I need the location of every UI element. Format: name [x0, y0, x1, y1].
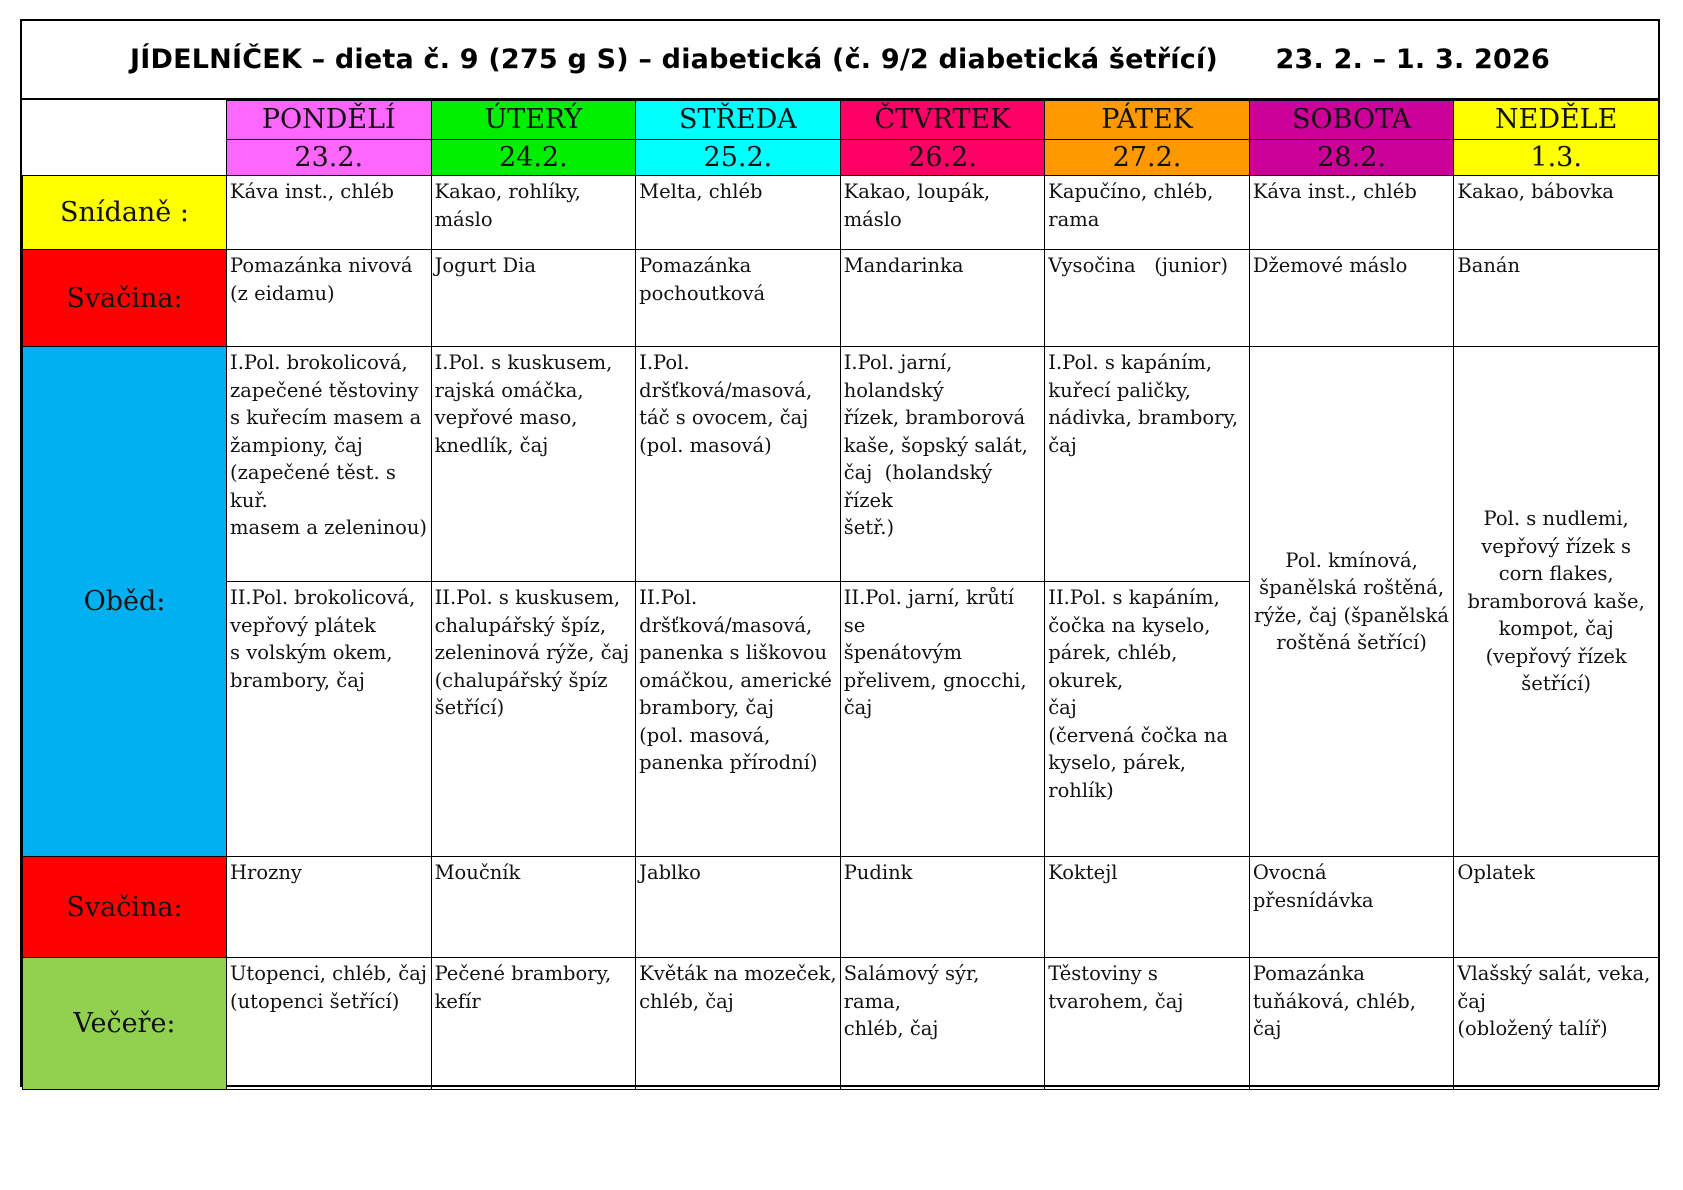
- snack-afternoon-cell: [840, 857, 1045, 958]
- dinner-text-wednesday: Květák na mozeček, chléb, čaj: [639, 962, 837, 1013]
- lunch-second-cell: [636, 582, 841, 857]
- snack-afternoon-cell: [1454, 857, 1659, 958]
- snack-morning-text-wednesday: Pomazánka pochoutková: [639, 254, 766, 305]
- snack-morning-text-sunday: Banán: [1457, 254, 1521, 277]
- lunch-first-text-wednesday: I.Pol. dršťková/masová, táč s ovocem, čaj (pol. masová): [639, 351, 813, 457]
- lunch-first-cell: [227, 347, 432, 582]
- snack-afternoon-text-thursday: Pudink: [843, 861, 913, 884]
- snack-morning-text-thursday: Mandarinka: [843, 254, 964, 277]
- day-date-friday: 27.2.: [1045, 140, 1250, 176]
- menu-title: [22, 21, 1658, 100]
- snack-morning-text-monday: Pomazánka nivová (z eidamu): [230, 254, 413, 305]
- day-name-friday: PÁTEK: [1045, 101, 1250, 140]
- snack-afternoon-cell: [431, 857, 636, 958]
- breakfast-text-tuesday: Kakao, rohlíky, máslo: [434, 180, 588, 231]
- day-date-wednesday: 25.2.: [636, 140, 841, 176]
- lunch-second-cell: [227, 582, 432, 857]
- breakfast-cell: [1045, 176, 1250, 250]
- breakfast-text-sunday: Kakao, bábovka: [1457, 180, 1614, 203]
- day-date-saturday: 28.2.: [1249, 140, 1454, 176]
- lunch-second-text-monday: II.Pol. brokolicová, vepřový plátek s volským okem, brambory, čaj: [230, 586, 416, 692]
- snack-morning-cell: [1045, 250, 1250, 347]
- meal-label-dinner: Večeře:: [23, 958, 227, 1090]
- day-name-sunday: NEDĚLE: [1454, 101, 1659, 140]
- snack-afternoon-cell: [1249, 857, 1454, 958]
- snack-morning-text-tuesday: Jogurt Dia: [434, 254, 537, 277]
- breakfast-cell: [431, 176, 636, 250]
- lunch-second-text-thursday: II.Pol. jarní, krůtí se špenátovým přelivem, gnocchi, čaj: [843, 586, 1027, 719]
- title-dates: 23. 2. – 1. 3. 2026: [1275, 44, 1550, 75]
- dinner-text-friday: Těstoviny s tvarohem, čaj: [1048, 962, 1184, 1013]
- snack-morning-cell: [840, 250, 1045, 347]
- lunch-text-sunday: Pol. s nudlemi, vepřový řízek s corn flakes, bramborová kaše, kompot, čaj (vepřový řízek šetřící): [1467, 507, 1645, 696]
- day-date-sunday: 1.3.: [1454, 140, 1659, 176]
- dinner-cell: [431, 958, 636, 1090]
- dinner-cell: [1249, 958, 1454, 1090]
- day-name-tuesday: ÚTERÝ: [431, 101, 636, 140]
- dinner-cell: [636, 958, 841, 1090]
- snack-afternoon-text-monday: Hrozny: [230, 861, 302, 884]
- breakfast-text-friday: Kapučíno, chléb, rama: [1048, 180, 1214, 231]
- day-date-tuesday: 24.2.: [431, 140, 636, 176]
- meal-label-lunch: Oběd:: [23, 347, 227, 857]
- day-name-thursday: ČTVRTEK: [840, 101, 1045, 140]
- snack-morning-cell: [1454, 250, 1659, 347]
- lunch-first-text-friday: I.Pol. s kapáním, kuřecí paličky, nádivka, brambory, čaj: [1048, 351, 1239, 457]
- snack-afternoon-cell: [227, 857, 432, 958]
- breakfast-cell: [1249, 176, 1454, 250]
- lunch-second-text-tuesday: II.Pol. s kuskusem, chalupářský špíz, zeleninová rýže, čaj (chalupářský špíz šetřící): [434, 586, 630, 719]
- meal-label-breakfast: Snídaně :: [23, 176, 227, 250]
- menu-sheet: [20, 19, 1660, 1087]
- dinner-text-monday: Utopenci, chléb, čaj (utopenci šetřící): [230, 962, 427, 1013]
- dinner-text-saturday: Pomazánka tuňáková, chléb, čaj: [1252, 962, 1416, 1040]
- snack-morning-cell: [431, 250, 636, 347]
- day-name-monday: PONDĚLÍ: [227, 101, 432, 140]
- dinner-text-sunday: Vlašský salát, veka, čaj (obložený talíř): [1457, 962, 1651, 1040]
- day-name-wednesday: STŘEDA: [636, 101, 841, 140]
- title-text: JÍDELNÍČEK – dieta č. 9 (275 g S) – diabetická (č. 9/2 diabetická šetřící): [130, 44, 1218, 75]
- lunch-first-text-tuesday: I.Pol. s kuskusem, rajská omáčka, vepřové maso, knedlík, čaj: [434, 351, 613, 457]
- snack-afternoon-text-wednesday: Jablko: [639, 861, 701, 884]
- dinner-cell: [227, 958, 432, 1090]
- lunch-second-cell: [431, 582, 636, 857]
- snack-morning-text-saturday: Džemové máslo: [1252, 254, 1408, 277]
- lunch-second-text-wednesday: II.Pol. dršťková/masová, panenka s liškovou omáčkou, americké brambory, čaj (pol. masová, panenka přírodní): [639, 586, 832, 774]
- lunch-first-text-thursday: I.Pol. jarní, holandský řízek, bramborová kaše, šopský salát, čaj (holandský řízek šetř.): [843, 351, 1028, 539]
- day-date-monday: 23.2.: [227, 140, 432, 176]
- breakfast-cell: [636, 176, 841, 250]
- dinner-text-tuesday: Pečené brambory, kefír: [434, 962, 612, 1013]
- snack-morning-text-friday: Vysočina (junior): [1048, 254, 1228, 277]
- snack-afternoon-text-tuesday: Moučník: [434, 861, 521, 884]
- dinner-text-thursday: Salámový sýr, rama, chléb, čaj: [843, 962, 980, 1040]
- breakfast-text-thursday: Kakao, loupák, máslo: [843, 180, 997, 231]
- breakfast-text-wednesday: Melta, chléb: [639, 180, 763, 203]
- breakfast-cell: [227, 176, 432, 250]
- lunch-first-cell: [840, 347, 1045, 582]
- snack-afternoon-cell: [1045, 857, 1250, 958]
- dinner-cell: [1454, 958, 1659, 1090]
- snack-morning-cell: [227, 250, 432, 347]
- snack-afternoon-cell: [636, 857, 841, 958]
- day-name-saturday: SOBOTA: [1249, 101, 1454, 140]
- meal-label-snack-morning: Svačina:: [23, 250, 227, 347]
- breakfast-cell: [1454, 176, 1659, 250]
- lunch-second-cell: [840, 582, 1045, 857]
- snack-morning-cell: [1249, 250, 1454, 347]
- breakfast-cell: [840, 176, 1045, 250]
- breakfast-text-saturday: Káva inst., chléb: [1252, 180, 1417, 203]
- meal-label-snack-afternoon: Svačina:: [23, 857, 227, 958]
- snack-afternoon-text-saturday: Ovocná přesnídávka: [1252, 861, 1374, 912]
- corner-cell: [23, 101, 227, 176]
- lunch-first-cell: [636, 347, 841, 582]
- breakfast-text-monday: Káva inst., chléb: [230, 180, 395, 203]
- lunch-first-text-monday: I.Pol. brokolicová, zapečené těstoviny s kuřecím masem a žampiony, čaj (zapečené těst. s kuř. masem a zeleninou): [230, 351, 428, 539]
- lunch-first-cell: [431, 347, 636, 582]
- lunch-cell-saturday: [1249, 347, 1454, 857]
- snack-morning-cell: [636, 250, 841, 347]
- snack-afternoon-text-sunday: Oplatek: [1457, 861, 1535, 884]
- lunch-second-text-friday: II.Pol. s kapáním, čočka na kyselo, párek, chléb, okurek, čaj (červená čočka na kyselo, párek, rohlík): [1048, 586, 1228, 802]
- dinner-cell: [1045, 958, 1250, 1090]
- lunch-second-cell: [1045, 582, 1250, 857]
- lunch-text-saturday: Pol. kmínová, španělská roštěná, rýže, čaj (španělská roštěná šetřící): [1254, 548, 1450, 654]
- snack-afternoon-text-friday: Koktejl: [1048, 861, 1118, 884]
- dinner-cell: [840, 958, 1045, 1090]
- menu-table: [22, 100, 1659, 1090]
- day-date-thursday: 26.2.: [840, 140, 1045, 176]
- lunch-first-cell: [1045, 347, 1250, 582]
- lunch-cell-sunday: [1454, 347, 1659, 857]
